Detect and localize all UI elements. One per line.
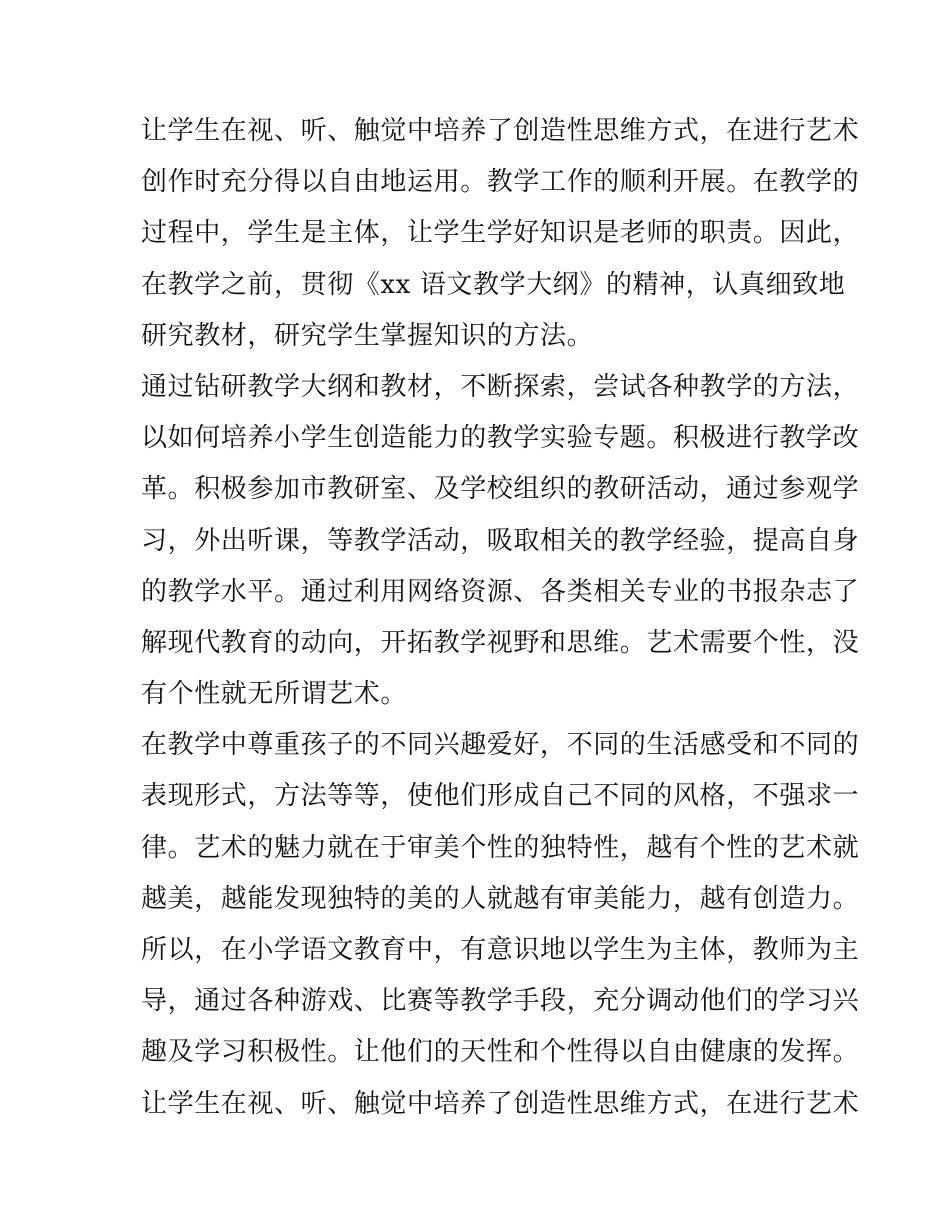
text-line: 以如何培养小学生创造能力的教学实验专题。积极进行教学改	[141, 423, 860, 454]
text-line: 趣及学习积极性。让他们的天性和个性得以自由健康的发挥。	[141, 1037, 860, 1068]
text-line: 解现代教育的动向，开拓教学视野和思维。艺术需要个性，没	[141, 627, 860, 658]
text-line: 让学生在视、听、触觉中培养了创造性思维方式，在进行艺术	[141, 116, 860, 146]
body-text	[141, 106, 860, 1130]
text-line: 有个性就无所谓艺术。	[141, 679, 408, 710]
text-line: 研究教材，研究学生掌握知识的方法。	[141, 320, 594, 351]
text-line: 所以，在小学语文教育中，有意识地以学生为主体，教师为主	[141, 935, 860, 965]
text-line: 表现形式，方法等等，使他们形成自己不同的风格，不强求一	[141, 781, 860, 812]
text-line: 律。艺术的魅力就在于审美个性的独特性，越有个性的艺术就	[141, 832, 860, 863]
text-line: 在教学之前，贯彻《xx 语文教学大纲》的精神，认真细致地	[141, 269, 846, 300]
text-line: 导，通过各种游戏、比赛等教学手段，充分调动他们的学习兴	[141, 986, 860, 1017]
text-line: 创作时充分得以自由地运用。教学工作的顺利开展。在教学的	[141, 167, 860, 198]
text-line: 革。积极参加市教研室、及学校组织的教研活动，通过参观学	[141, 474, 860, 505]
text-line: 在教学中尊重孩子的不同兴趣爱好，不同的生活感受和不同的	[141, 730, 860, 761]
text-line: 习，外出听课，等教学活动，吸取相关的教学经验，提高自身	[141, 525, 860, 556]
text-line: 越美，越能发现独特的美的人就越有审美能力，越有创造力。	[141, 883, 860, 914]
text-line: 通过钻研教学大纲和教材，不断探索，尝试各种教学的方法，	[141, 371, 860, 402]
text-line: 让学生在视、听、触觉中培养了创造性思维方式，在进行艺术	[141, 1088, 860, 1119]
text-line: 过程中，学生是主体，让学生学好知识是老师的职责。因此，	[141, 218, 860, 249]
text-line: 的教学水平。通过利用网络资源、各类相关专业的书报杂志了	[141, 576, 860, 607]
